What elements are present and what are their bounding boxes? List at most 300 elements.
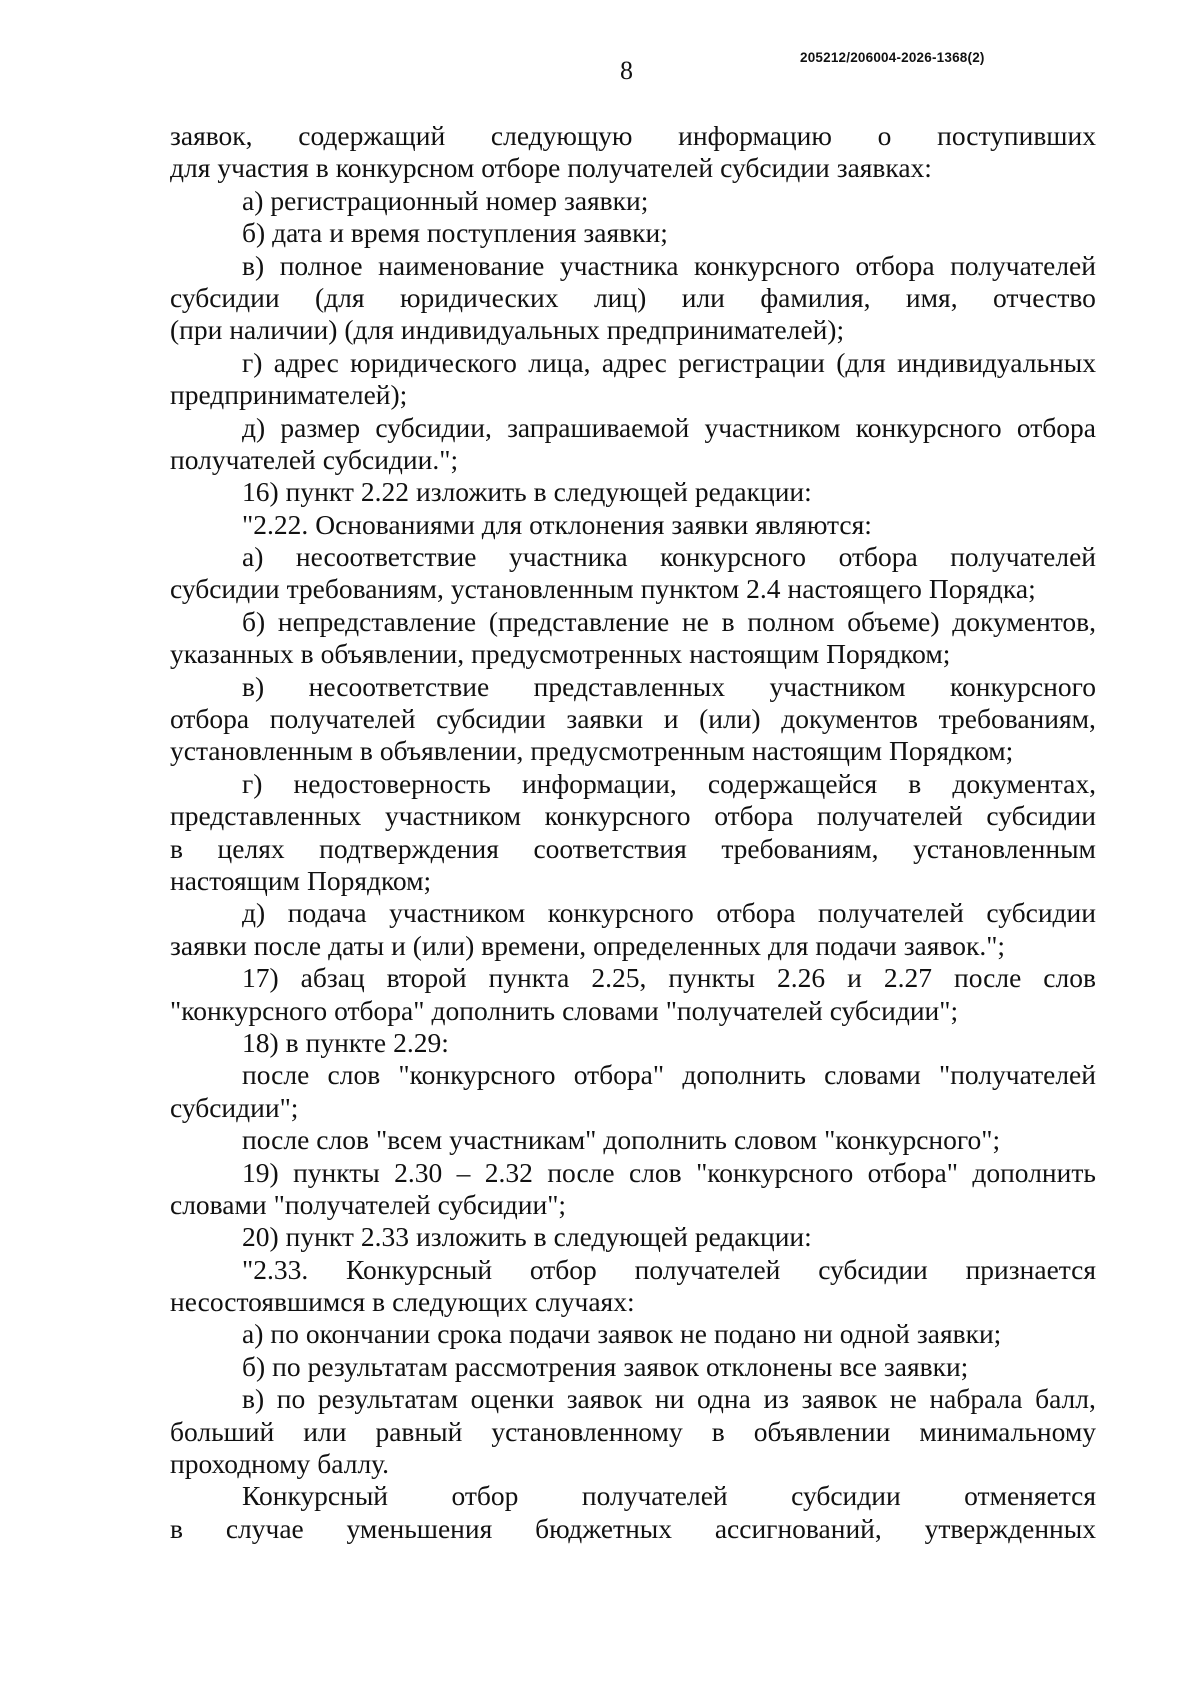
word: получателей [950,249,1096,281]
word: предпринимателей); [606,314,845,346]
word: в) [242,1383,265,1415]
word: а) [242,541,264,573]
word: получателей [816,800,963,832]
word: Порядком; [889,735,1014,767]
word: отбора [716,897,796,929]
word: пункте [305,1026,387,1058]
word: в [170,1512,183,1544]
word: информации, [521,767,677,799]
word: после [547,1156,615,1188]
word: набрала [929,1383,1023,1415]
word: из [763,1383,790,1415]
word: следующей [553,476,688,508]
word: в [721,605,735,637]
word: дополнить [431,994,556,1026]
word: заявки; [883,1350,969,1382]
document-id: 205212/206004-2026-1368(2) [800,50,985,65]
word: словами [824,1059,921,1091]
word: все [839,1350,877,1382]
word: ни [803,1318,833,1350]
word: конкурсного [694,249,840,281]
word: размер [280,411,361,443]
word: подтверждения [319,832,499,864]
word: не [681,605,709,637]
word: в) [242,670,265,702]
word: равный [375,1415,463,1447]
text-line [170,314,1096,346]
text-line [170,1189,1096,1221]
word: слов [629,1156,682,1188]
word: субсидии [170,281,280,313]
word: в) [242,249,265,281]
text-line [170,1416,1096,1448]
word: отбор [451,1480,519,1512]
text-line [170,573,1096,605]
word: содержащейся [707,767,878,799]
word: фамилия, [760,281,871,313]
word: не [889,1383,917,1415]
word: полном [747,605,835,637]
word: заявки [671,508,749,540]
word: субсидии [818,1253,928,1285]
word: д) [242,897,266,929]
word: субсидии"; [437,1188,567,1220]
word: юридических [400,281,559,313]
word: (при [170,314,223,346]
word: в [533,1221,547,1253]
word: установленным [913,832,1096,864]
word: "2.33. [242,1253,309,1285]
text-line [170,509,1096,541]
word: имя, [905,281,958,313]
word: одной [839,1318,910,1350]
word: информацию [678,120,832,151]
word: "конкурсного [170,994,328,1026]
word: требованиям, [286,573,444,605]
word: слов [316,1124,369,1156]
word: 2.4 [746,573,781,605]
word: настоящим [170,864,300,896]
text-line [170,1351,1096,1383]
word: указанных [170,638,294,670]
word: дополнить [682,1059,806,1091]
word: получателей [170,443,316,475]
word: в [372,1286,386,1318]
word: участникам" [449,1124,597,1156]
text-line [170,1221,1096,1253]
word: в [533,476,547,508]
word: соответствия [533,832,687,864]
word: поступивших [937,120,1096,151]
word: "конкурсного [398,1059,556,1091]
word: б) [242,217,266,249]
word: одна [696,1383,751,1415]
word: представленных [533,670,725,702]
text-line [170,1286,1096,1318]
word: объявлении [753,1415,891,1447]
word: заявки; [563,184,649,216]
word: представленных [170,800,362,832]
word: отбора" [573,1059,665,1091]
word: получателей [634,1253,781,1285]
word: настоящего [787,573,922,605]
text-line [170,1157,1096,1189]
word: номер [485,184,557,216]
word: б) [242,605,266,637]
word: "всем [375,1124,443,1156]
word: содержащий [298,120,446,151]
word: субсидии"; [829,994,959,1026]
text-line [170,152,1096,184]
word: получателей [581,1480,728,1512]
word: установленным [170,735,353,767]
word: проходному [170,1448,311,1480]
word: требованиям, [938,703,1096,735]
word: определенных [593,929,761,961]
word: бюджетных [535,1512,673,1544]
word: предусмотренным [530,735,746,767]
word: установленному [491,1415,683,1447]
word: (для [344,314,394,346]
word: 2.25, [591,962,647,994]
word: второй [386,962,467,994]
word: следующую [490,120,633,151]
word: заявках: [836,152,932,184]
word: "конкурсного [696,1156,854,1188]
word: отбора [838,541,918,573]
word: 2.30 [394,1156,443,1188]
word: получателей [818,897,964,929]
word: несоответствие [295,541,477,573]
word: 2.26 [777,962,826,994]
word: а) [242,1318,264,1350]
word: дата [272,217,323,249]
word: отбора [170,703,250,735]
word: конкурсного [547,897,694,929]
word: Основаниями [315,508,475,540]
word: оценки [470,1383,555,1415]
text-line [170,347,1096,379]
text-line [170,800,1096,832]
word: время [350,217,420,249]
word: "получателей [938,1059,1096,1091]
text-line [170,1254,1096,1286]
word: и [329,217,344,249]
word: участником [704,411,841,443]
word: ни [654,1383,685,1415]
word: участником [389,897,526,929]
word: окончании [305,1318,431,1350]
word: объявлении, [320,638,465,670]
word: 17) [242,962,279,994]
word: установленным [450,573,634,605]
word: требованиям, [721,832,879,864]
word: после [253,929,322,961]
word: следующей [553,1221,688,1253]
text-line [170,541,1096,573]
word: заявок [566,1383,643,1415]
word: результатам [317,1383,458,1415]
word: (для [315,281,365,313]
word: подачи [815,929,897,961]
word: конкурсного [544,800,691,832]
text-line [170,1480,1096,1512]
text-line [170,1059,1096,1091]
word: случаях: [534,1286,635,1318]
word: запрашиваемой [507,411,690,443]
text-line [170,1124,1096,1156]
word: по [272,1350,301,1382]
text-line [170,120,1096,152]
text-line [170,217,1096,249]
word: 2.27 [883,962,932,994]
word: уменьшения [346,1512,493,1544]
text-line [170,768,1096,800]
word: утвержденных [924,1512,1096,1544]
word: участником [384,800,521,832]
word: заявки [170,929,247,961]
word: 2.29: [393,1026,449,1058]
word: недостоверность [293,767,491,799]
text-line [170,282,1096,314]
word: полное [279,249,363,281]
word: адрес [273,346,339,378]
word: отбора" [334,994,425,1026]
word: "получателей [273,1188,431,1220]
word: редакции: [694,1221,812,1253]
word: заявок [623,1350,699,1382]
word: (представление [488,605,670,637]
word: объеме) [847,605,940,637]
word: 2.22 [360,476,409,508]
text-line [170,412,1096,444]
word: отбора [714,800,794,832]
text-line [170,1318,1096,1350]
word: или [303,1415,347,1447]
word: г) [242,346,263,378]
word: по [276,1383,306,1415]
word: в [300,638,314,670]
word: о [877,120,892,151]
word: результатам [307,1350,448,1382]
word: наименование [378,249,545,281]
word: отбора" [867,1156,958,1188]
word: заявки; [583,217,668,249]
word: отклонены [705,1350,833,1382]
word: не [680,1318,707,1350]
word: ассигнований, [714,1512,882,1544]
text-line [170,638,1096,670]
text-line [170,962,1096,994]
word: настоящим [689,638,820,670]
text-line [170,930,1096,962]
word: подано [713,1318,797,1350]
word: предпринимателей); [170,379,408,411]
word: субсидии [791,1480,901,1512]
word: несостоявшимся [170,1286,366,1318]
word: получателей [567,152,714,184]
word: подача [287,897,367,929]
text-line [170,476,1096,508]
word: б) [242,1350,266,1382]
text-line [170,379,1096,411]
word: следующих [392,1286,528,1318]
word: пункта [488,962,570,994]
word: субсидии [170,573,280,605]
word: регистрационный [270,184,479,216]
word: пункты [668,962,756,994]
word: пункты [293,1156,380,1188]
text-line [170,185,1096,217]
word: 2.33 [360,1221,409,1253]
word: 20) [242,1221,279,1253]
word: заявок, [170,120,253,151]
word: заявки [566,703,644,735]
word: срока [437,1318,503,1350]
word: или [681,281,725,313]
word: отбор [529,1253,597,1285]
word: для [170,152,211,184]
word: целях [217,832,285,864]
word: несоответствие [308,670,490,702]
text-line [170,897,1096,929]
word: случае [225,1512,304,1544]
word: непредставление [277,605,477,637]
word: подачи [509,1318,591,1350]
word: словом [733,1124,818,1156]
word: субсидии"; [170,1091,299,1123]
word: "конкурсного"; [824,1124,1001,1156]
page-number: 8 [620,56,633,85]
word: признается [965,1253,1096,1285]
word: даты [328,929,385,961]
text-line [170,606,1096,638]
word: больший [170,1415,275,1447]
word: субсидии [436,703,546,735]
word: документах, [952,767,1096,799]
word: (для [836,346,886,378]
text-line [170,1383,1096,1415]
text-line [170,1092,1096,1124]
text-line [170,833,1096,865]
word: получателей [269,703,416,735]
word: для [481,508,523,540]
word: конкурсного [950,670,1096,702]
word: в [711,1415,725,1447]
text-line [170,1027,1096,1059]
word: 16) [242,476,279,508]
word: изложить [416,476,527,508]
word: баллу. [317,1448,390,1480]
word: отборе [481,152,561,184]
word: отбора [855,249,935,281]
word: Порядком; [306,864,432,896]
word: Конкурсный [346,1253,493,1285]
word: после [242,1124,310,1156]
word: в [315,152,329,184]
word: слов [1043,962,1096,994]
text-line [170,735,1096,767]
word: являются: [755,508,872,540]
text-line [170,1513,1096,1545]
text-line [170,444,1096,476]
word: объявлении, [379,735,524,767]
word: участия [217,152,309,184]
text-line [170,250,1096,282]
word: Порядком; [826,638,951,670]
word: субсидии, [375,411,492,443]
word: конкурсном [335,152,475,184]
word: минимальному [919,1415,1096,1447]
word: лица, [528,346,591,378]
word: заявок [801,1383,878,1415]
word: словами [170,1188,267,1220]
word: после [242,1059,310,1091]
word: 18) [242,1026,279,1058]
word: времени, [481,929,587,961]
word: юридического [350,346,517,378]
word: в [908,767,922,799]
word: в [170,832,183,864]
word: отклонения [529,508,665,540]
word: заявок."; [903,929,1006,961]
word: отбора [1016,411,1096,443]
word: в [285,1026,299,1058]
word: адрес [601,346,667,378]
word: для [767,929,809,961]
word: абзац [300,962,365,994]
word: рассмотрения [454,1350,617,1382]
word: Порядка; [928,573,1036,605]
word: слов [327,1059,381,1091]
body-text [170,120,1096,1545]
text-line [170,703,1096,735]
text-line [170,1448,1096,1480]
text-line [170,995,1096,1027]
word: отменяется [964,1480,1096,1512]
word: и [391,929,406,961]
word: Конкурсный [242,1480,389,1512]
word: субсидии [986,800,1096,832]
word: г) [242,767,263,799]
word: субсидии."; [322,443,459,475]
word: документов [781,703,919,735]
word: получателей [950,541,1096,573]
word: в [359,735,373,767]
word: участника [559,249,679,281]
word: конкурсного [660,541,807,573]
word: (или) [699,703,761,735]
word: предусмотренных [471,638,683,670]
word: балл, [1035,1383,1096,1415]
word: дополнить [603,1124,727,1156]
word: "2.22. [242,508,309,540]
text-line [170,865,1096,897]
word: пункт [285,476,354,508]
word: изложить [416,1221,527,1253]
word: д) [242,411,266,443]
word: 19) [242,1156,279,1188]
word: индивидуальных [897,346,1096,378]
word: (или) [412,929,475,961]
word: поступления [426,217,577,249]
word: по [270,1318,299,1350]
word: регистрации [678,346,825,378]
word: индивидуальных [400,314,600,346]
word: и [847,962,862,994]
word: – [456,1156,471,1188]
word: а) [242,184,264,216]
